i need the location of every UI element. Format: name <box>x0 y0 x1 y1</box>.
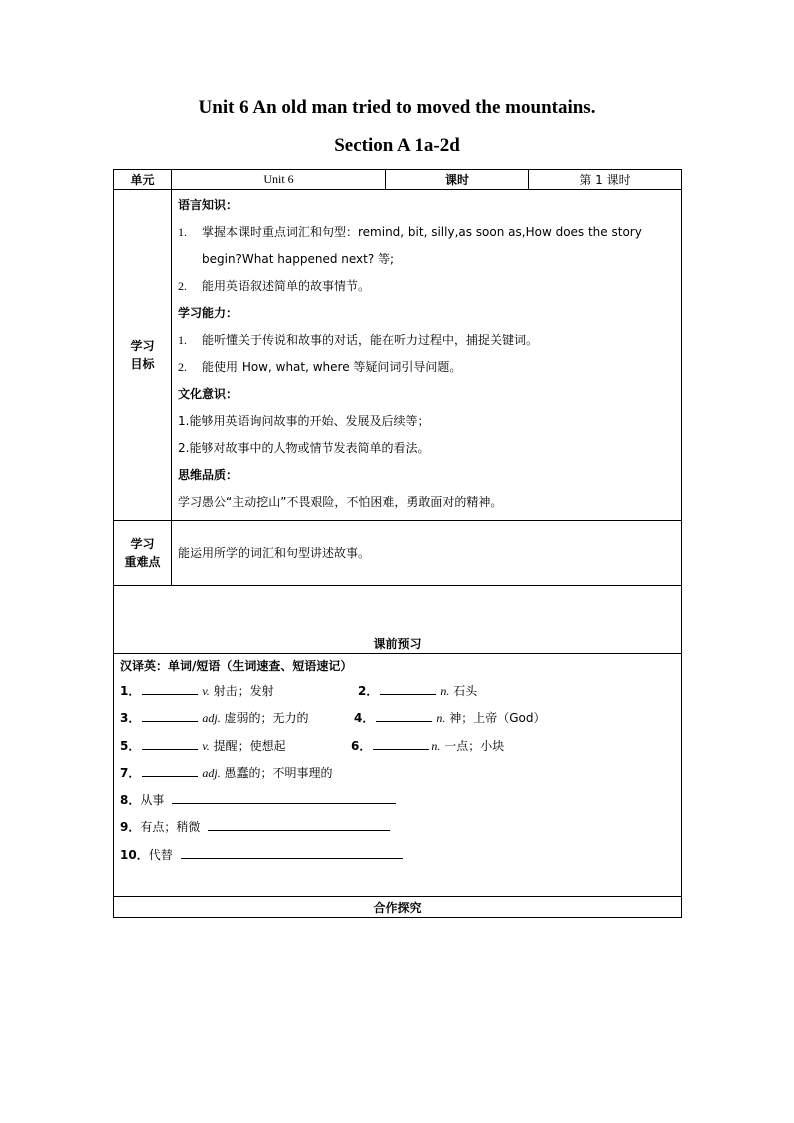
vocab-row <box>120 733 675 760</box>
answer-blank[interactable] <box>142 761 198 777</box>
vocab-item: 7． adj. 愚蠢的；不明事理的 <box>120 760 333 787</box>
thinking-text: 学习愚公“主动挖山”不畏艰险，不怕困难，勇敢面对的精神。 <box>178 495 503 509</box>
objectives-label: 学习 目标 <box>114 190 172 521</box>
unit-label: 单元 <box>114 170 172 190</box>
header-row <box>114 170 682 190</box>
culture-item: 2.能够对故事中的人物或情节发表简单的看法。 <box>178 441 430 455</box>
vocab-item: 2． n. 石头 <box>358 678 477 705</box>
lesson-plan-table <box>113 169 682 918</box>
language-heading: 语言知识： <box>178 198 239 212</box>
language-item: 2. 能用英语叙述简单的故事情节。 <box>178 279 371 293</box>
preview-section-title: 课前预习 <box>114 586 682 654</box>
answer-blank[interactable] <box>142 706 198 722</box>
key-points-row <box>114 521 682 586</box>
cooperation-section-title: 合作探究 <box>114 897 682 918</box>
period-value: 第 1 课时 <box>529 170 682 190</box>
answer-blank[interactable] <box>380 679 436 695</box>
phrase-row <box>120 842 675 869</box>
answer-blank[interactable] <box>181 843 403 859</box>
vocab-row <box>120 678 675 705</box>
preview-content-row <box>114 654 682 897</box>
culture-heading: 文化意识： <box>178 387 239 401</box>
answer-blank[interactable] <box>208 815 390 831</box>
vocab-item: 6． n. 一点；小块 <box>351 733 504 760</box>
key-points-label: 学习 重难点 <box>114 521 172 586</box>
ability-item: 1. 能听懂关于传说和故事的对话，能在听力过程中，捕捉关键词。 <box>178 333 539 347</box>
period-label: 课时 <box>386 170 529 190</box>
vocab-item: 5． v. 提醒；使想起 <box>120 733 286 760</box>
answer-blank[interactable] <box>142 734 198 750</box>
language-item-cont: begin?What happened next? 等; <box>202 252 395 266</box>
preview-title-row <box>114 586 682 654</box>
preview-content <box>114 654 682 897</box>
preview-instruction: 汉译英：单词/短语（生词速查、短语速记） <box>120 659 353 673</box>
cooperation-row <box>114 897 682 918</box>
phrase-row <box>120 787 675 814</box>
document-title: Unit 6 An old man tried to moved the mountains. <box>198 97 596 118</box>
answer-blank[interactable] <box>172 788 396 804</box>
vocab-item: 3． adj. 虚弱的；无力的 <box>120 705 309 732</box>
unit-value: Unit 6 <box>172 170 386 190</box>
answer-blank[interactable] <box>376 706 432 722</box>
ability-item: 2. 能使用 How, what, where 等疑问词引导问题。 <box>178 360 462 374</box>
culture-item: 1.能够用英语询问故事的开始、发展及后续等； <box>178 414 430 428</box>
answer-blank[interactable] <box>373 734 429 750</box>
phrase-item: 10．代替 <box>120 842 403 869</box>
phrase-item: 8．从事 <box>120 787 396 814</box>
vocab-row <box>120 705 675 732</box>
objectives-content <box>172 190 682 521</box>
document-subtitle: Section A 1a-2d <box>334 135 460 156</box>
ability-heading: 学习能力： <box>178 306 239 320</box>
key-points-content <box>172 521 682 586</box>
phrase-row <box>120 814 675 841</box>
language-item: 1. 掌握本课时重点词汇和句型：remind, bit, silly,as soon as,How does the story <box>178 225 642 239</box>
vocab-item: 1． v. 射击；发射 <box>120 678 274 705</box>
objectives-row <box>114 190 682 521</box>
vocab-row <box>120 760 675 787</box>
answer-blank[interactable] <box>142 679 198 695</box>
phrase-item: 9．有点；稍微 <box>120 814 390 841</box>
thinking-heading: 思维品质： <box>178 468 239 482</box>
key-points-text: 能运用所学的词汇和句型讲述故事。 <box>178 545 371 560</box>
vocab-item: 4． n. 神；上帝（God） <box>354 705 545 732</box>
